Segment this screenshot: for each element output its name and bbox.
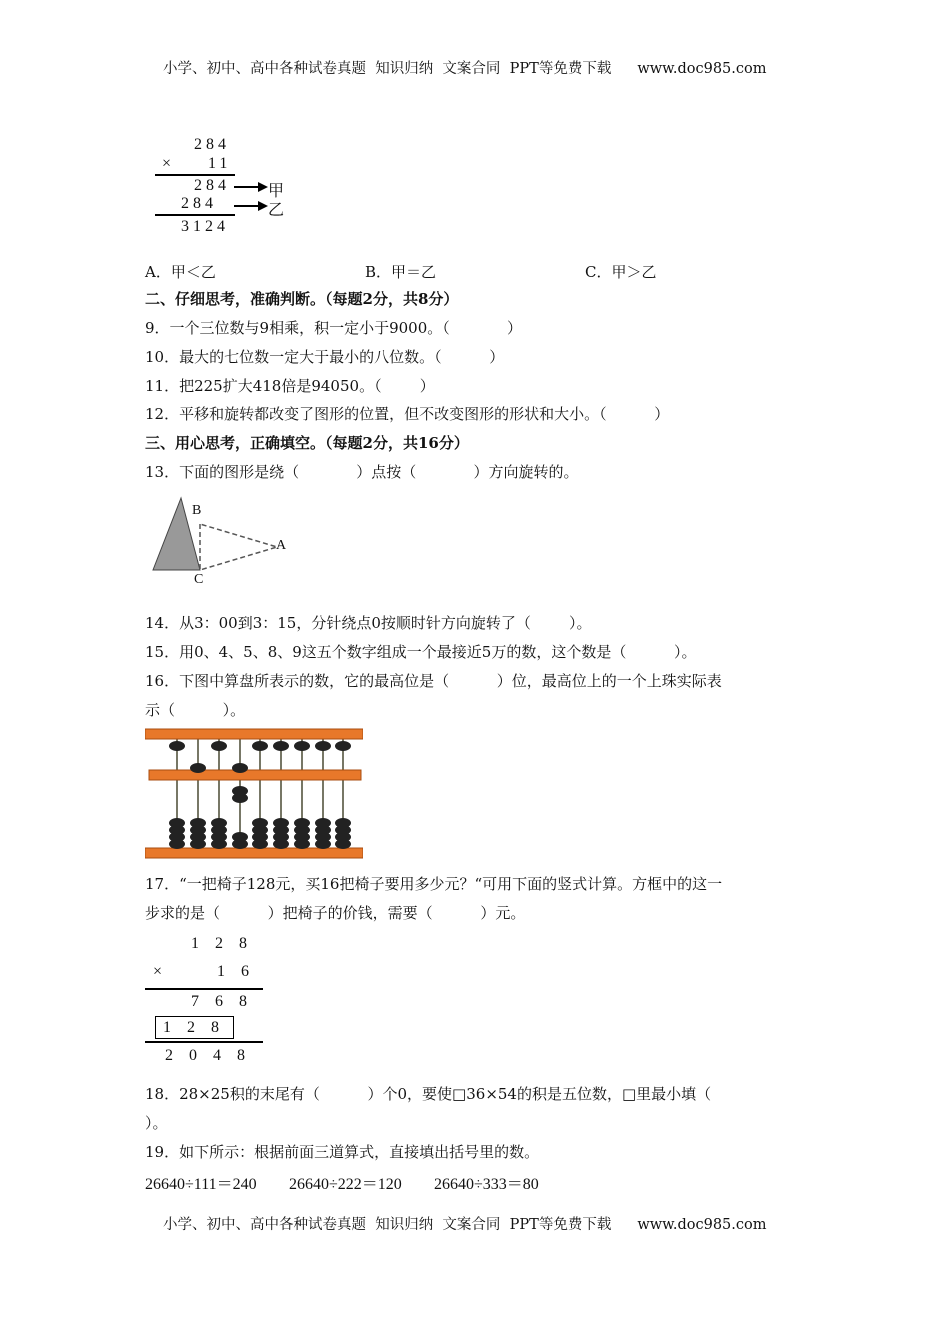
label-a: A [276, 538, 291, 553]
abacus-bead [252, 741, 268, 751]
question-17-cont: 步求的是（ ）把椅子的价钱，需要（ ）元。 [145, 904, 526, 922]
abacus-bead [211, 839, 227, 849]
option-a[interactable]: A．甲＜乙 [145, 263, 216, 281]
footer-text: 小学、初中、高中各种试卷真题 知识归纳 文案合同 PPT等免费下载 [163, 1217, 612, 1233]
digit-row: 284 [194, 136, 230, 153]
abacus-bead [273, 839, 289, 849]
abacus-bead [232, 763, 248, 773]
boxed-partial-product: 1 2 8 [155, 1016, 234, 1039]
question-11: 11．把225扩大418倍是94050。（ ） [145, 377, 435, 395]
label-c: C [194, 572, 208, 587]
abacus-bead [190, 839, 206, 849]
label-jia: 甲 [268, 183, 289, 200]
times-sign: × [153, 963, 167, 980]
question-15: 15．用0、4、5、8、9这五个数字组成一个最接近5万的数，这个数是（ ）。 [145, 643, 697, 661]
abacus-bead [190, 763, 206, 773]
section-heading: 二、仔细思考，准确判断。（每题2分，共8分） [145, 290, 459, 308]
digit-row: 1 2 8 [191, 935, 253, 952]
digit-row: 1 6 [217, 963, 255, 980]
abacus-bead [211, 741, 227, 751]
multiplication-figure-1 [150, 136, 300, 241]
multiplication-figure-2 [145, 935, 270, 1070]
abacus-bead [315, 741, 331, 751]
digit-row: 7 6 8 [191, 993, 253, 1010]
page-footer [163, 1213, 766, 1234]
question-16: 16．下图中算盘所表示的数，它的最高位是（ ）位，最高位上的一个上珠实际表 [145, 672, 722, 690]
question-18-cont: ）。 [145, 1114, 168, 1132]
header-text: 小学、初中、高中各种试卷真题 知识归纳 文案合同 PPT等免费下载 [163, 61, 612, 77]
header-url[interactable]: www.doc985.com [637, 61, 767, 77]
abacus-bead [335, 741, 351, 751]
question-14: 14．从3：00到3：15，分针绕点0按顺时针方向旋转了（ ）。 [145, 614, 592, 632]
abacus-beam [145, 848, 363, 858]
abacus-bead [273, 741, 289, 751]
abacus-bead [315, 839, 331, 849]
footer-url[interactable]: www.doc985.com [637, 1217, 767, 1233]
question-9: 9．一个三位数与9相乘，积一定小于9000。（ ） [145, 319, 522, 337]
arrow-icon [234, 180, 270, 216]
question-16-cont: 示（ ）。 [145, 701, 246, 719]
question-17: 17．“一把椅子128元，买16把椅子要用多少元？“可用下面的竖式计算。方框中的这一 [145, 875, 723, 893]
question-12: 12．平移和旋转都改变了图形的位置，但不改变图形的形状和大小。（ ） [145, 405, 670, 423]
rotation-triangle-figure [148, 494, 298, 589]
times-sign: × [162, 155, 176, 172]
digit-row: 284 [181, 195, 217, 212]
digit-row: 11 [208, 155, 232, 172]
abacus-beam [145, 729, 363, 739]
option-b[interactable]: B．甲＝乙 [365, 263, 437, 281]
question-10: 10．最大的七位数一定大于最小的八位数。（ ） [145, 348, 505, 366]
page-header [163, 57, 766, 78]
abacus-bead [169, 741, 185, 751]
abacus-figure [145, 727, 363, 863]
abacus-bead [294, 741, 310, 751]
option-c[interactable]: C．甲＞乙 [585, 263, 657, 281]
question-19: 19．如下所示：根据前面三道算式，直接填出括号里的数。 [145, 1143, 540, 1161]
question-18: 18．28×25积的末尾有（ ）个0，要使□36×54的积是五位数，□里最小填（ [145, 1085, 712, 1103]
digit-row: 3124 [181, 218, 229, 235]
equation: 26640÷333＝80 [434, 1176, 539, 1193]
digit-row: 284 [194, 177, 230, 194]
label-yi: 乙 [268, 202, 289, 219]
section-heading: 三、用心思考，正确填空。（每题2分，共16分） [145, 434, 469, 452]
abacus-bead [169, 839, 185, 849]
abacus-bead [232, 839, 248, 849]
abacus-bead [294, 839, 310, 849]
question-13: 13．下面的图形是绕（ ）点按（ ）方向旋转的。 [145, 463, 579, 481]
equation: 26640÷222＝120 [289, 1176, 402, 1193]
digit-row: 2 0 4 8 [165, 1047, 251, 1064]
abacus-bead [252, 839, 268, 849]
label-b: B [192, 503, 206, 518]
equation: 26640÷111＝240 [145, 1176, 257, 1193]
abacus-beam [149, 770, 361, 780]
abacus-bead [335, 839, 351, 849]
abacus-bead [232, 793, 248, 803]
